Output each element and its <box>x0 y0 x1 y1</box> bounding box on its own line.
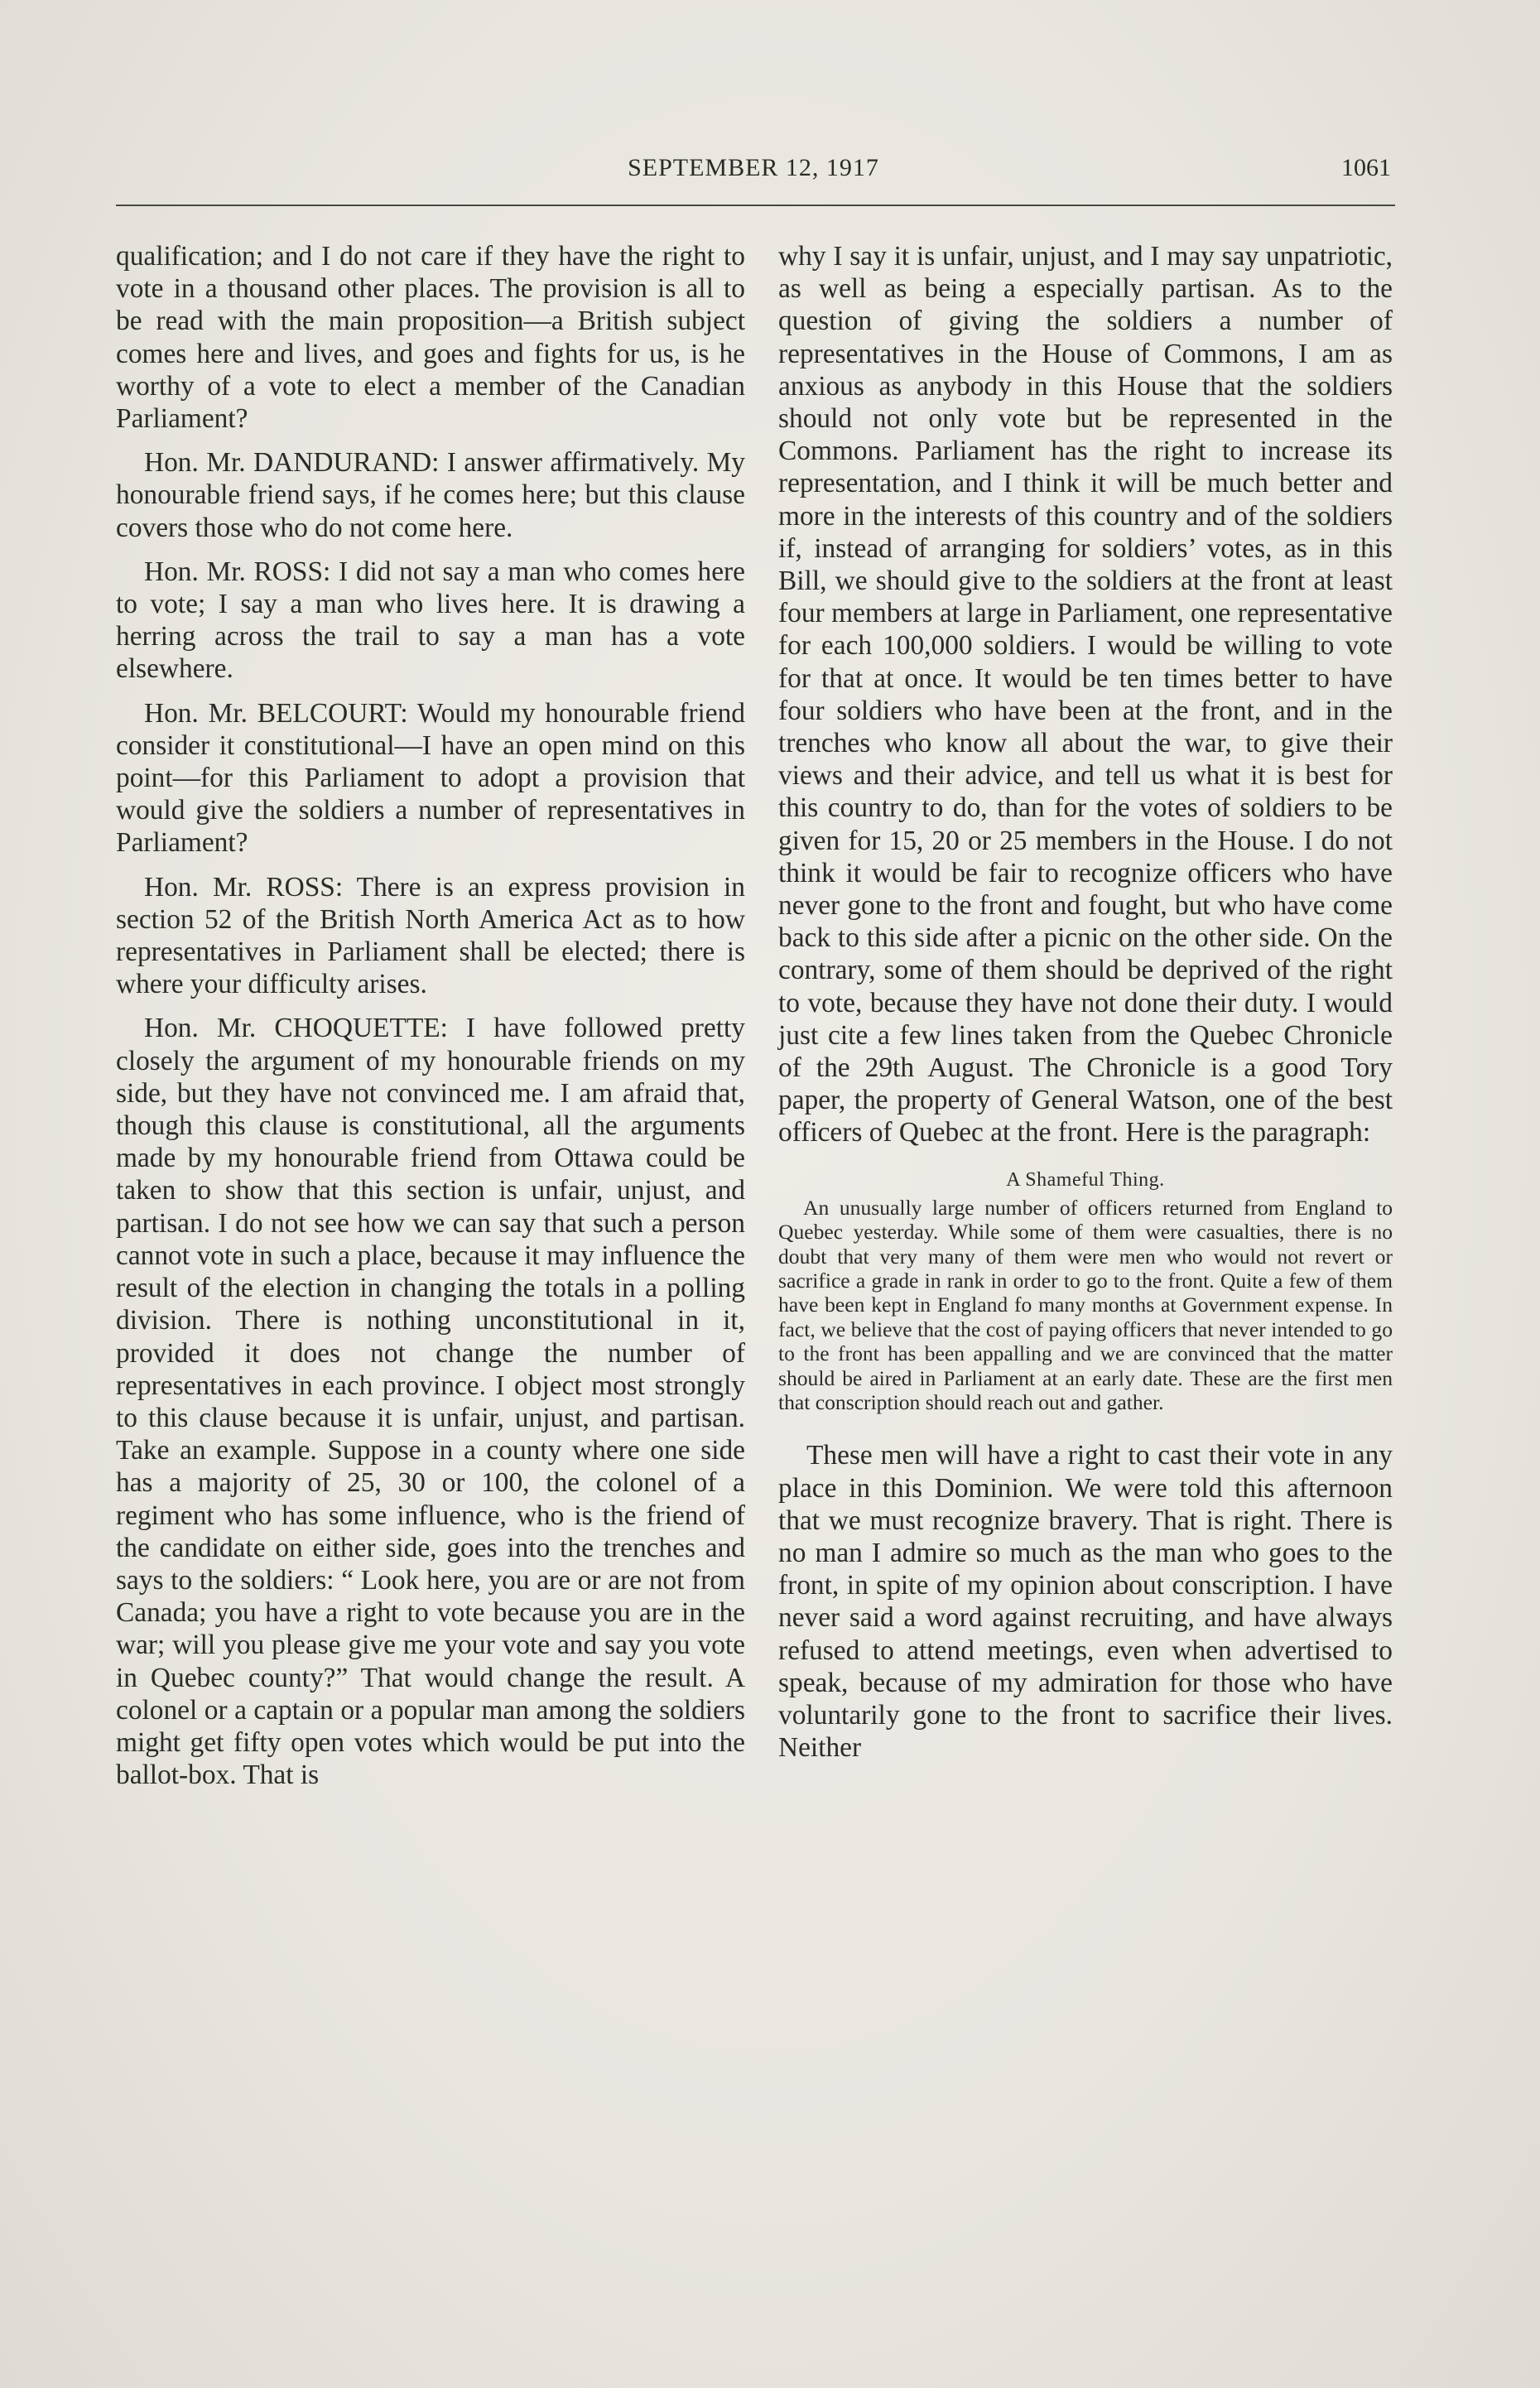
paragraph: Hon. Mr. DANDURAND: I answer affirmatively. My honourable friend says, if he comes here; but this clause covers those who do not come here. <box>116 447 745 543</box>
paragraph: Hon. Mr. ROSS: I did not say a man who comes here to vote; I say a man who lives here. It is drawing a herring across the trail to say a man has a vote elsewhere. <box>116 556 745 685</box>
quote-title: A Shameful Thing. <box>1006 1168 1165 1191</box>
paragraph: why I say it is unfair, unjust, and I may say unpatriotic, as well as being a especially partisan. As to the question of giving the soldiers a number of representatives in the House of Commons, I am as anxious as anybody in this House that the soldiers should not only vote but be represented in the Commons. Parliament has the right to increase its representation, and I think it will be much better and more in the interests of this country and of the soldiers if, instead of arranging for soldiers’ votes, as in this Bill, we should give to the soldiers at the front at least four members at large in Parliament, one representative for each 100,000 soldiers. I would be willing to vote for that at once. It would be ten times better to have four soldiers who have been at the front, and in the trenches who know all about the war, to give their views and their advice, and tell us what it is best for this country to do, than for the votes of soldiers to be given for 15, 20 or 25 members in the House. I do not think it would be fair to recognize officers who have never gone to the front and fought, but who have come back to this side after a picnic on the other side. On the contrary, some of them should be deprived of the right to vote, because they have not done their duty. I would just cite a few lines taken from the Quebec Chronicle of the 29th August. The Chronicle is a good Tory paper, the property of General Watson, one of the best officers of Quebec at the front. Here is the paragraph: <box>778 241 1393 1148</box>
paragraph: Hon. Mr. CHOQUETTE: I have followed pretty closely the argument of my honourable friends on my side, but they have not convinced me. I am afraid that, though this clause is constitutional, all the arguments made by my honourable friend from Ottawa could be taken to show that this section is unfair, unjust, and partisan. I do not see how we can say that such a person cannot vote in such a place, because it may influence the result of the election in changing the totals in a polling division. There is nothing unconstitutional in it, provided it does not change the number of representatives in each province. I object most strongly to this clause because it is unfair, unjust, and partisan. Take an example. Suppose in a county where one side has a majority of 25, 30 or 100, the colonel of a regiment who has some influence, who is the friend of the candidate on either side, goes into the trenches and says to the soldiers: “ Look here, you are or are not from Canada; you have a right to vote because you are in the war; will you please give me your vote and say you vote in Quebec county?” That would change the result. A colonel or a captain or a popular man among the soldiers might get fifty open votes which would be put into the ballot-box. That is <box>116 1013 745 1791</box>
paragraph: These men will have a right to cast their vote in any place in this Dominion. We were told this afternoon that we must recognize bravery. That is right. There is no man I admire so much as the man who goes to the front, in spite of my opinion about conscription. I have never said a word against recruiting, and have always refused to attend meetings, even when advertised to speak, because of my admiration for those who have voluntarily gone to the front to sacrifice their lives. Neither <box>778 1440 1393 1764</box>
page-number: 1061 <box>1341 154 1391 181</box>
paragraph: Hon. Mr. ROSS: There is an express provision in section 52 of the British North America Act as to how representatives in Parliament shall be elected; there is where your difficulty arises. <box>116 871 745 1000</box>
paragraph: Hon. Mr. BELCOURT: Would my honourable friend consider it constitutional—I have an open mind on this point—for this Parliament to adopt a provision that would give the soldiers a number of representatives in Parliament? <box>116 697 745 859</box>
quote-body: An unusually large number of officers returned from England to Quebec yesterday. While some of them were casualties, there is no doubt that very many of them were men who would not revert or sacrifice a grade in rank in order to go to the front. Quite a few of them have been kept in England fo many months at Government expense. In fact, we believe that the cost of paying officers that never intended to go to the front has been appalling and we are convinced that the matter should be aired in Parliament at an early date. These are the first men that conscription should reach out and gather. <box>778 1195 1393 1414</box>
page-header <box>116 154 1391 187</box>
header-date: SEPTEMBER 12, 1917 <box>628 154 879 181</box>
paragraph: qualification; and I do not care if they have the right to vote in a thousand other places. The provision is all to be read with the main proposition—a British subject comes here and lives, and goes and fights for us, is he worthy of a vote to elect a member of the Canadian Parliament? <box>116 241 745 435</box>
header-rule <box>116 205 1395 206</box>
left-column <box>116 240 745 1791</box>
right-column <box>778 240 1393 1764</box>
